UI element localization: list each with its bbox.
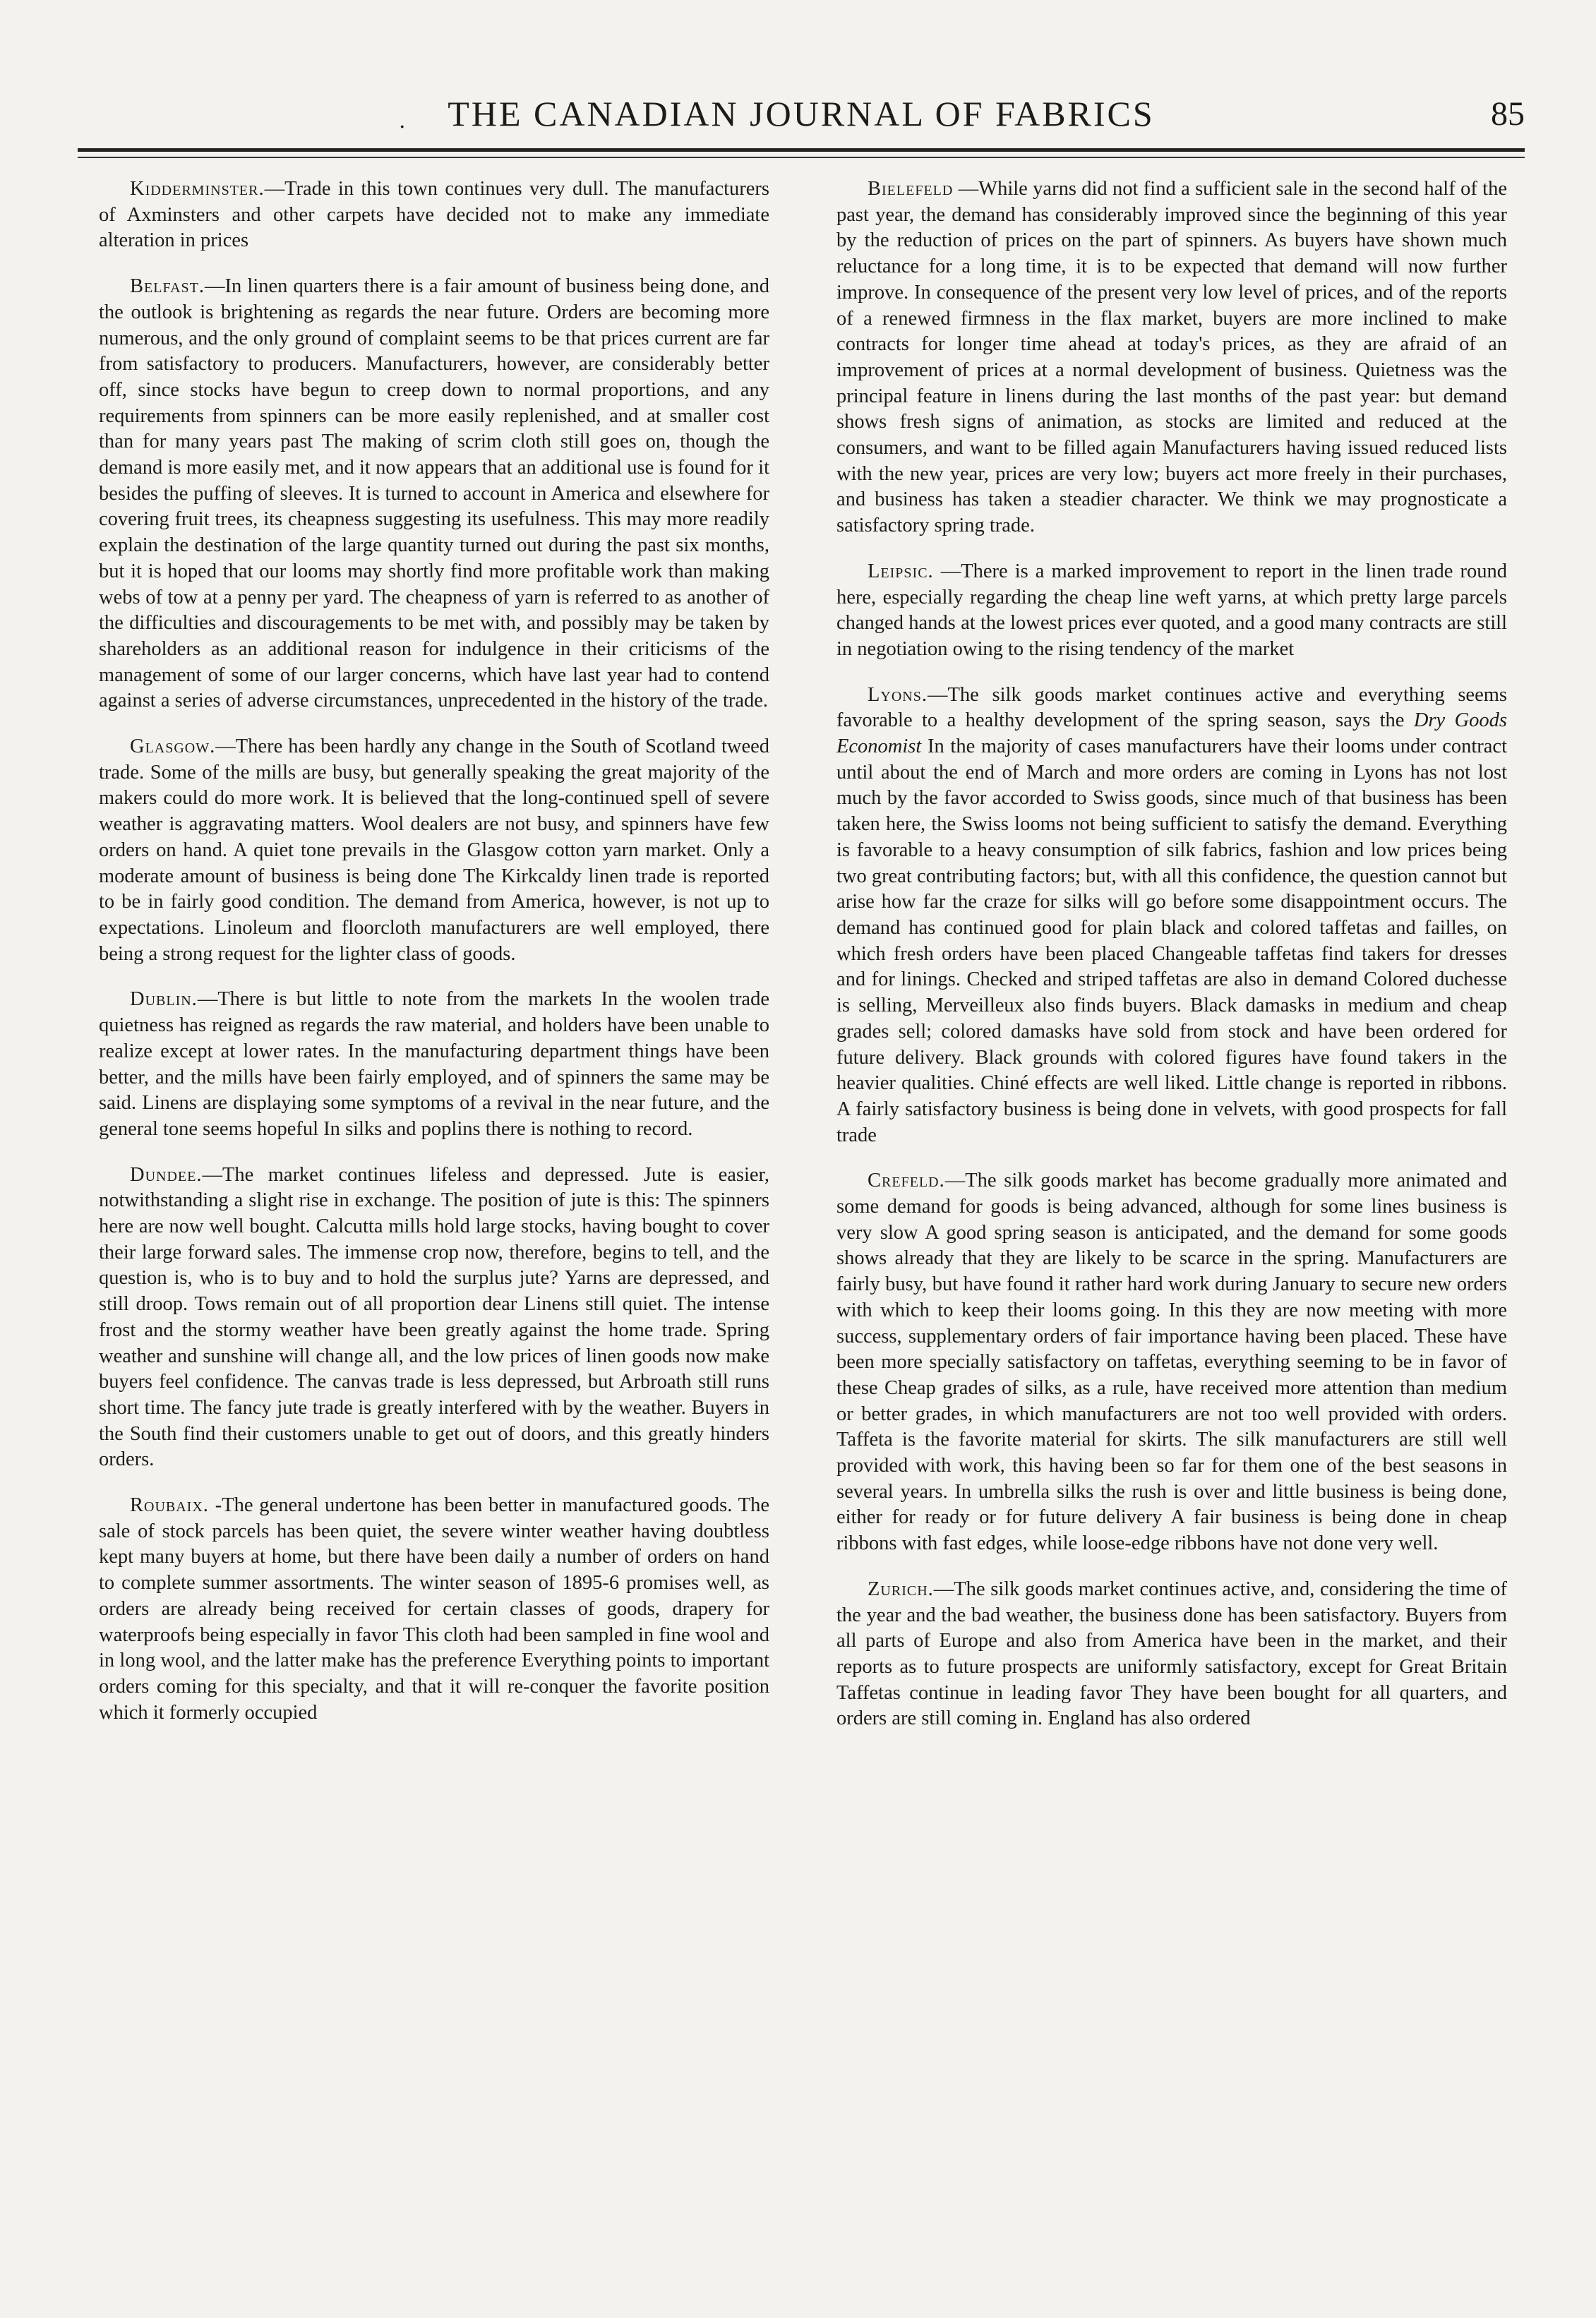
page-header xyxy=(78,83,1525,140)
article-lead: Bielefeld xyxy=(868,178,954,200)
article-text: —Trade in this town continues very dull. The manufacturers of Axminsters and other carpets have decided not to make any immediate alteration in prices xyxy=(99,178,769,252)
article-kidderminster xyxy=(99,176,769,254)
page-number: 85 xyxy=(1491,95,1525,133)
article-leipsic xyxy=(836,559,1507,663)
article-text: —The silk goods market has become gradually more animated and some demand for goods is being advanced, although for some lines business is very slow A good spring season is anticipated, and the demand for some goods shows already that they are likely to be scarce in the spring. Manufacturers are fairly busy, but have found it rather hard work during January to secure new orders with which to keep their looms going. In this they are now meeting with more success, supplementary orders of fair importance having been placed. These have been more specially satisfactory on taffetas, everything seeming to be in favor of these Cheap grades of silks, as a rule, have received more attention than medium or better grades, in which manufacturers are not too well provided with orders. Taffeta is the favorite material for skirts. The silk manufacturers are still well provided with work, this having been so far for them one of the best seasons in several years. In umbrella silks the rush is over and little business is being done, either for ready or for future delivery A fair business is being done in cheap ribbons with fast edges, while loose-edge ribbons have not done very well. xyxy=(836,1170,1507,1555)
article-lead: Glasgow. xyxy=(130,735,216,758)
article-lead: Roubaix. xyxy=(130,1494,209,1517)
article-dublin xyxy=(99,987,769,1142)
article-bielefeld xyxy=(836,176,1507,539)
article-text: —In linen quarters there is a fair amount of business being done, and the outlook is brightening as regards the near future. Orders are becoming more numerous, and the only ground of complaint seems to be that prices current are far from satisfactory to producers. Manufacturers, however, are considerably better off, since stocks have begun to creep down to normal proportions, and any requirements from spinners can be more easily replenished, and at smaller cost than for many years past The making of scrim cloth still goes on, though the demand is more easily met, and it now appears that an additional use is found for it besides the puffing of sleeves. It is turned to account in America and elsewhere for covering fruit trees, its cheapness suggesting its usefulness. This may more readily explain the destination of the large quantity turned out during the past six months, but it is hoped that our looms may shortly find more profitable work than making webs of tow at a penny per yard. The cheapness of yarn is referred to as another of the difficulties and discouragements to be met with, and possibly may be taken by shareholders as an additional reason for indulgence in their criticisms of the management of some of our larger concerns, which have last year had to contend against a series of adverse circumstances, unprecedented in the history of the trade. xyxy=(99,275,769,712)
article-text: —While yarns did not find a sufficient sale in the second half of the past year, the demand has considerably improved since the beginning of this year by the reduction of prices on the part of spinners. As buyers have shown much reluctance for a long time, it is to be expected that demand will now further improve. In consequence of the present very low level of prices, and of the reports of a renewed firmness in the flax market, buyers are more inclined to make contracts for longer time ahead at today's prices, as they are afraid of an improvement of prices at a normal development of business. Quietness was the principal feature in linens during the last months of the past year: but demand shows fresh signs of animation, as stocks are limited and reduced at the consumers, and want to be filled again Manufacturers having issued reduced lists with the new year, prices are very low; buyers act more freely in their purchases, and business has taken a steadier character. We think we may prognosticate a satisfactory spring trade. xyxy=(836,178,1507,537)
article-lead: Crefeld. xyxy=(868,1170,945,1192)
article-text: —The silk goods market continues active, and, considering the time of the year and the bad weather, the business done has been satisfactory. Buyers from all parts of Europe and also from America have been in the market, and their reports as to future prospects are uniformly satisfactory, except for Great Britain Taffetas continue in leading favor They have been bought for all quarters, and orders are still coming in. England has also ordered xyxy=(836,1578,1507,1730)
article-lead: Dublin. xyxy=(130,988,198,1011)
article-belfast xyxy=(99,274,769,714)
article-dundee xyxy=(99,1163,769,1473)
article-roubaix xyxy=(99,1493,769,1726)
article-lead: Kidderminster. xyxy=(130,178,265,200)
article-text: —The market continues lifeless and depressed. Jute is easier, notwithstanding a slight rise in exchange. The position of jute is this: The spinners here are now well bought. Calcutta mills hold large stocks, having bought to cover their large forward sales. The immense crop now, therefore, begins to tell, and the question is, who is to buy and to hold the surplus jute? Yarns are depressed, and still droop. Tows remain out of all proportion dear Linens still quiet. The intense frost and the stormy weather have been greatly against the home trade. Spring weather and sunshine will change all, and the low prices of linen goods now make buyers feel confidence. The canvas trade is less depressed, but Arbroath still runs short time. The fancy jute trade is greatly interfered with by the weather. Buyers in the South find their customers unable to get out of doors, and this greatly hinders orders. xyxy=(99,1163,769,1471)
article-text: —There is but little to note from the markets In the woolen trade quietness has reigned as regards the raw material, and holders have been unable to realize except at lower rates. In the manufacturing department things have been better, and the mills have been fairly employed, and of spinners the same may be said. Linens are displaying some symptoms of a revival in the near future, and the general tone seems hopeful In silks and poplins there is nothing to record. xyxy=(99,988,769,1140)
article-glasgow xyxy=(99,734,769,967)
article-lead: Dundee. xyxy=(130,1163,203,1186)
article-zurich xyxy=(836,1577,1507,1732)
article-text: —The silk goods market continues active and everything seems favorable to a healthy development of the spring season, says the xyxy=(836,683,1507,732)
article-lead: Belfast. xyxy=(130,275,205,298)
publication-name: Dry Goods Economist xyxy=(836,709,1507,758)
journal-title: THE CANADIAN JOURNAL OF FABRICS xyxy=(448,94,1155,133)
article-text: In the majority of cases manufacturers have their looms under contract until about the end of March and more orders are coming in Lyons has not lost much by the favor accorded to Swiss goods, since much of that business has been taken here, the Swiss looms not being sufficient to satisfy the demand. Everything is favorable to a heavy consumption of silk fabrics, fashion and low prices being two great contributing factors; but, with all this confidence, the question cannot but arise how far the craze for silks will go before some disappointment occurs. The demand has continued good for plain black and colored taffetas and failles, on which fresh orders have been placed Changeable taffetas find takers for dresses and for linings. Checked and striped taffetas are also in demand Colored duchesse is selling, Merveilleux also finds buyers. Black damasks in medium and cheap grades sell; colored damasks have sold from stock and have been ordered for future delivery. Black grounds with colored figures have found takers in the heavier qualities. Chiné effects are well liked. Little change is reported in ribbons. A fairly satisfactory business is being done in velvets, with good prospects for fall trade xyxy=(836,735,1507,1146)
article-crefeld xyxy=(836,1168,1507,1557)
header-rule-thick xyxy=(78,148,1525,152)
left-column xyxy=(99,176,769,1746)
article-lyons xyxy=(836,683,1507,1149)
article-text: -The general undertone has been better in manufactured goods. The sale of stock parcels has been quiet, the severe winter weather having doubtless kept many buyers at home, but there have been daily a number of orders on hand to complete summer assortments. The winter season of 1895-6 promises well, as orders are already being received for certain classes of goods, drapery for waterproofs being especially in favor This cloth had been sampled in fine wool and in long wool, and the latter make has the preference Everything points to important orders coming for this specialty, and that it will re-conquer the favorite position which it formerly occupied xyxy=(99,1494,769,1724)
article-lead: Lyons. xyxy=(868,683,928,706)
right-column xyxy=(836,176,1507,1752)
article-lead: Zurich. xyxy=(868,1578,934,1600)
header-rule-thin xyxy=(78,157,1525,158)
article-text: —There is a marked improvement to report in the linen trade round here, especially regarding the cheap line weft yarns, at which pretty large parcels changed hands at the lowest prices ever quoted, and a good many contracts are still in negotiation owing to the rising tendency of the market xyxy=(836,560,1507,660)
article-lead: Leipsic. xyxy=(868,560,934,582)
article-text: —There has been hardly any change in the South of Scotland tweed trade. Some of the mills are busy, but generally speaking the great majority of the makers could do more work. It is believed that the long-continued spell of severe weather is aggravating matters. Wool dealers are not busy, and spinners have few orders on hand. A quiet tone prevails in the Glasgow cotton yarn market. Only a moderate amount of business is being done The Kirkcaldy linen trade is reported to be in fairly good condition. The demand from America, however, is not up to expectations. Linoleum and floorcloth manufacturers are well employed, there being a strong request for the lighter class of goods. xyxy=(99,735,769,965)
header-dot: . xyxy=(399,109,406,133)
